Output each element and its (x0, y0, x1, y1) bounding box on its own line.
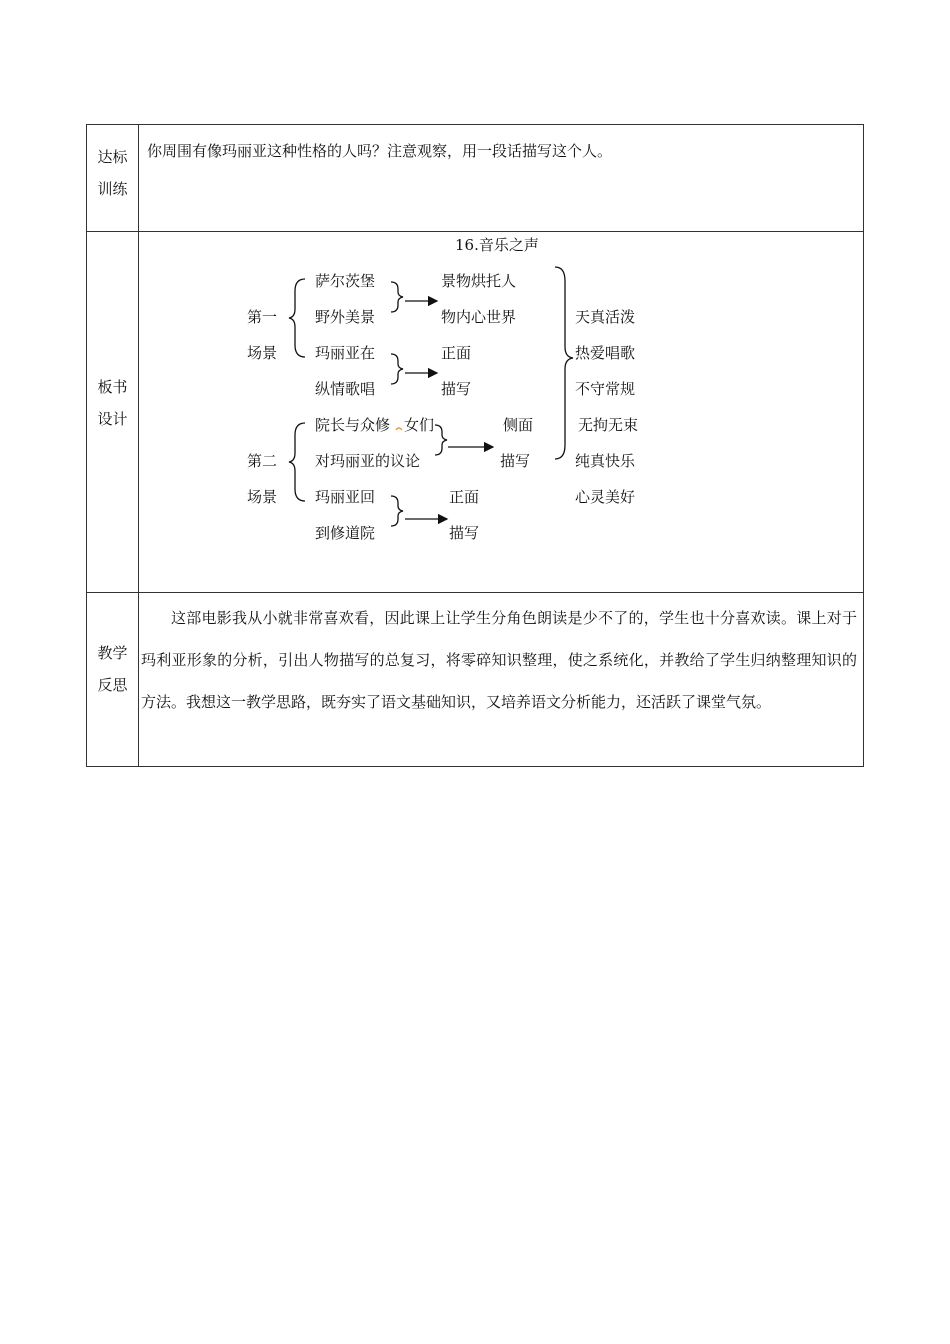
reflection-label-line2: 反思 (97, 676, 128, 694)
item-c1: 院长与众修 (315, 416, 391, 434)
lesson-table (86, 124, 864, 767)
item-c1b: 女们 (404, 416, 435, 434)
practice-label-line2: 训练 (97, 180, 128, 198)
stray-mark (396, 428, 402, 430)
reflection-label (87, 637, 138, 701)
practice-label-line1: 达标 (97, 148, 128, 166)
brace-a (391, 282, 403, 312)
board-title: 16.音乐之声 (455, 236, 539, 254)
item-c3: 侧面 (503, 416, 534, 434)
trait-4: 无拘无束 (578, 416, 639, 434)
scene2-line1: 第二 (247, 452, 278, 470)
item-b2: 纵情歌唱 (315, 380, 376, 398)
practice-content: 你周围有像玛丽亚这种性格的人吗？注意观察，用一段话描写这个人。 (147, 142, 613, 160)
scene1-line2: 场景 (247, 344, 278, 362)
traits-brace (555, 267, 573, 459)
scene2-brace (289, 423, 305, 501)
brace-c (435, 425, 447, 455)
item-c4: 描写 (500, 452, 531, 470)
item-b1: 玛丽亚在 (315, 344, 376, 362)
item-d1: 玛丽亚回 (315, 488, 376, 506)
item-b3: 正面 (441, 344, 472, 362)
item-a3: 景物烘托人 (441, 272, 517, 290)
reflection-content: 这部电影我从小就非常喜欢看，因此课上让学生分角色朗读是少不了的，学生也十分喜欢读。课上对于玛利亚形象的分析，引出人物描写的总复习，将零碎知识整理，使之系统化，并教给了学生归纳整理知识的方法。我想这一教学思路，既夯实了语文基础知识，又培养语文分析能力，还活跃了课堂气氛。 (141, 609, 857, 711)
item-a4: 物内心世界 (441, 308, 517, 326)
scene1-line1: 第一 (247, 308, 278, 326)
item-a2: 野外美景 (315, 308, 376, 326)
item-c2: 对玛丽亚的议论 (315, 452, 421, 470)
brace-b (391, 354, 403, 384)
item-d2: 到修道院 (315, 524, 376, 542)
trait-2: 热爱唱歌 (575, 344, 636, 362)
brace-d (391, 496, 403, 526)
item-d3: 正面 (449, 488, 480, 506)
scene1-brace (289, 279, 305, 357)
item-d4: 描写 (449, 524, 480, 542)
board-label-line1: 板书 (97, 378, 128, 396)
trait-1: 天真活泼 (575, 308, 636, 326)
reflection-label-line1: 教学 (97, 644, 128, 662)
trait-6: 心灵美好 (575, 488, 636, 506)
item-a1: 萨尔茨堡 (315, 272, 376, 290)
trait-5: 纯真快乐 (575, 452, 636, 470)
item-b4: 描写 (441, 380, 472, 398)
scene2-line2: 场景 (247, 488, 278, 506)
board-label-line2: 设计 (97, 410, 128, 428)
trait-3: 不守常规 (575, 380, 636, 398)
